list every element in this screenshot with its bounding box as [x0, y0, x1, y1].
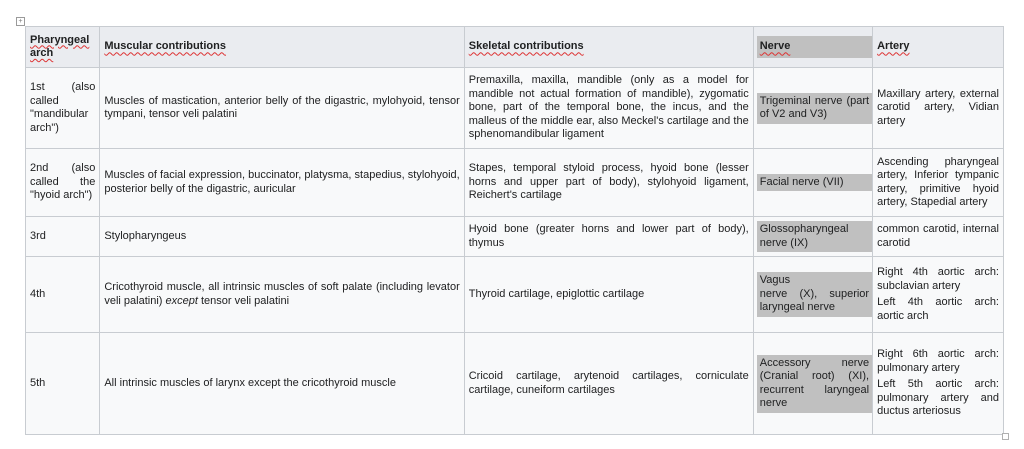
cell-nerve: [753, 333, 872, 435]
cell-arch: 4th: [26, 257, 100, 333]
cell-skeletal: Cricoid cartilage, arytenoid cartilages, corniculate cartilage, cuneiform cartilages: [464, 333, 753, 435]
cell-nerve: [753, 257, 872, 333]
table-row: [26, 68, 1004, 149]
cell-artery: Ascending pharyngeal artery, Inferior tympanic artery, primitive hyoid artery, Stapedial artery: [873, 149, 1004, 217]
cell-muscular: Muscles of facial expression, buccinator, platysma, stapedius, stylohyoid, posterior belly of the digastric, auricular: [100, 149, 464, 217]
cell-skeletal: Stapes, temporal styloid process, hyoid bone (lesser horns and upper part of body), stylohyoid ligament, Reichert's cartilage: [464, 149, 753, 217]
cell-nerve: [753, 149, 872, 217]
table-row: [26, 217, 1004, 257]
header-artery: Artery: [873, 27, 1004, 68]
cell-muscular: Cricothyroid muscle, all intrinsic muscles of soft palate (including levator veli palatini) except tensor veli palatini: [100, 257, 464, 333]
cell-skeletal: Thyroid cartilage, epiglottic cartilage: [464, 257, 753, 333]
table-move-handle-icon[interactable]: +: [16, 17, 25, 26]
cell-muscular: Muscles of mastication, anterior belly of the digastric, mylohyoid, tensor tympani, tensor veli palatini: [100, 68, 464, 149]
cell-arch: 3rd: [26, 217, 100, 257]
nerve-highlight: Accessory nerve (Cranial root) (XI), recurrent laryngeal nerve: [757, 355, 872, 413]
nerve-highlight: Facial nerve (VII): [757, 174, 872, 192]
cell-nerve: [753, 68, 872, 149]
table-resize-handle-icon[interactable]: [1002, 433, 1009, 440]
table-row: [26, 149, 1004, 217]
cell-artery: Right 6th aortic arch: pulmonary artery Left 5th aortic arch: pulmonary artery and ductus arteriosus: [873, 333, 1004, 435]
table-header-row: [26, 27, 1004, 68]
cell-artery: common carotid, internal carotid: [873, 217, 1004, 257]
pharyngeal-arch-table: [25, 26, 1004, 435]
cell-arch: 5th: [26, 333, 100, 435]
header-arch: Pharyngeal arch: [26, 27, 100, 68]
header-nerve: Nerve: [753, 27, 872, 68]
cell-arch: 2nd (also called the "hyoid arch"): [26, 149, 100, 217]
cell-nerve: [753, 217, 872, 257]
header-muscular: Muscular contributions: [100, 27, 464, 68]
header-skeletal: Skeletal contributions: [464, 27, 753, 68]
cell-muscular: All intrinsic muscles of larynx except the cricothyroid muscle: [100, 333, 464, 435]
table-row: [26, 333, 1004, 435]
nerve-highlight: Trigeminal nerve (part of V2 and V3): [757, 93, 872, 124]
cell-muscular: Stylopharyngeus: [100, 217, 464, 257]
cell-skeletal: Hyoid bone (greater horns and lower part of body), thymus: [464, 217, 753, 257]
cell-artery: Maxillary artery, external carotid artery, Vidian artery: [873, 68, 1004, 149]
cell-arch: 1st (also called "mandibular arch"): [26, 68, 100, 149]
table-row: [26, 257, 1004, 333]
cell-skeletal: Premaxilla, maxilla, mandible (only as a model for mandible not actual formation of mandible), zygomatic bone, part of the temporal bone, the incus, and the malleus of the middle ear, also Meckel's cartilage and the sphenomandibular ligament: [464, 68, 753, 149]
nerve-highlight: Vagus nerve (X), superior laryngeal nerve: [757, 272, 872, 317]
cell-artery: Right 4th aortic arch: subclavian artery Left 4th aortic arch: aortic arch: [873, 257, 1004, 333]
nerve-highlight: Glossopharyngeal nerve (IX): [757, 221, 872, 252]
